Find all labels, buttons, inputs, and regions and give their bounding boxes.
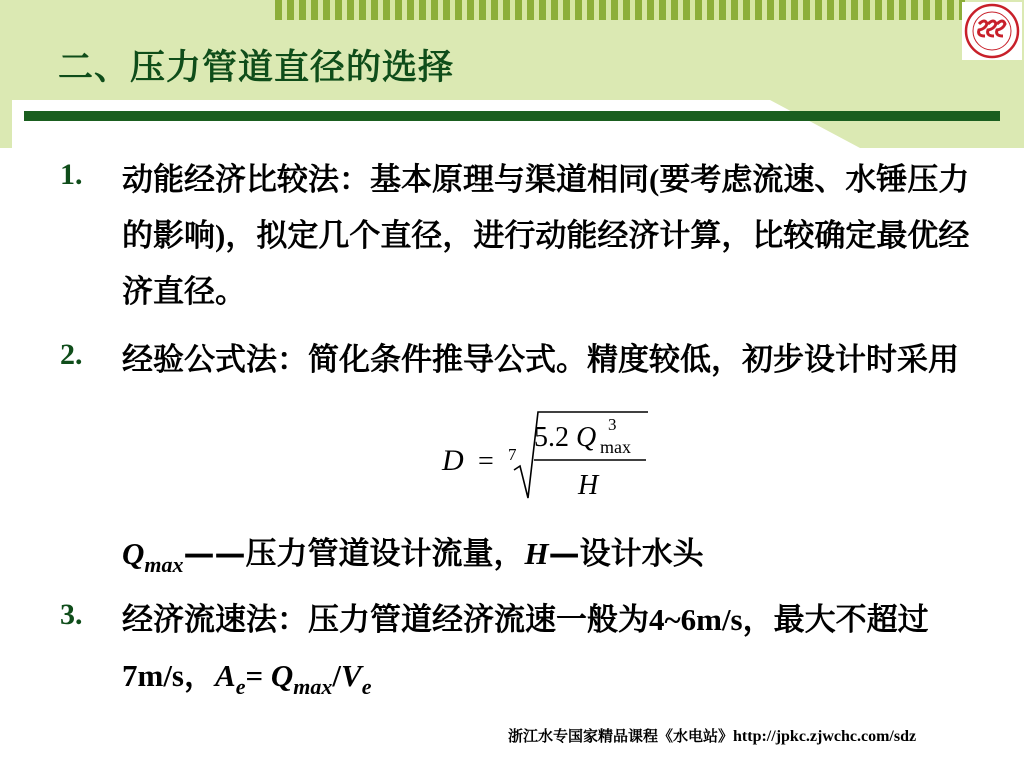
item-text-part: ) [215,218,226,253]
var-q: Q [122,536,145,571]
velocity-range: 4~6m/s [649,602,743,637]
footer-url[interactable]: http://jpkc.zjwchc.com/sdz [733,728,917,745]
item-number: 3. [60,598,83,631]
formula-coef: 5.2 [534,422,569,453]
formula-denominator: H [578,470,599,501]
slide-title: 二、压力管道直径的选择 [58,48,455,88]
formula-exp: 3 [608,415,617,434]
var-q-sub: max [293,674,333,699]
variable-definitions [122,530,704,589]
var-v: V [341,658,362,693]
var-h: H [524,536,549,571]
dash: — [548,536,580,572]
diameter-formula [440,408,660,508]
item-text-part: 经济流速法：压力管道经济流速一般为 [122,602,649,638]
item-number: 1. [60,158,83,191]
formula-equals: = [478,446,494,477]
title-divider [24,111,1000,121]
slide-footer [508,725,916,746]
var-q: Q [270,658,294,693]
var-a-sub: e [235,674,246,699]
formula-q: Q [576,422,597,453]
footer-course-name: 浙江水专国家精品课程《水电站》 [508,727,734,745]
school-logo [962,2,1022,60]
q-description: 压力管道设计流量， [245,536,525,572]
item-text-part: ，拟定几个直径，进行动能经济计算，比较确定最优经济直径。 [122,218,970,310]
velocity-limit: 7m/s [122,658,184,693]
var-v-sub: e [361,674,372,699]
formula-sub: max [600,437,631,457]
equals-sign: = [245,658,271,693]
decorative-stripes [275,0,965,20]
h-description: 设计水头 [579,536,704,572]
item-text-part: 动能经济比较法：基本原理与渠道相同 [122,162,649,198]
var-a: A [215,658,236,693]
item-number: 2. [60,338,83,371]
var-q-sub: max [144,552,184,577]
item-text-part: ， [184,658,215,694]
formula-root-index: 7 [508,445,517,464]
item-text [122,152,972,320]
formula-lhs: D [442,444,464,477]
item-text-part: ( [649,162,660,197]
item-text-part: ，最大不超过 [742,602,929,638]
item-text: 经验公式法：简化条件推导公式。精度较低，初步设计时采用 [122,342,959,378]
item-text-part: 要考虑流速、水锤压力的影响 [122,162,970,254]
slash: / [332,658,342,693]
item-text [122,592,972,715]
dash: —— [183,536,246,572]
